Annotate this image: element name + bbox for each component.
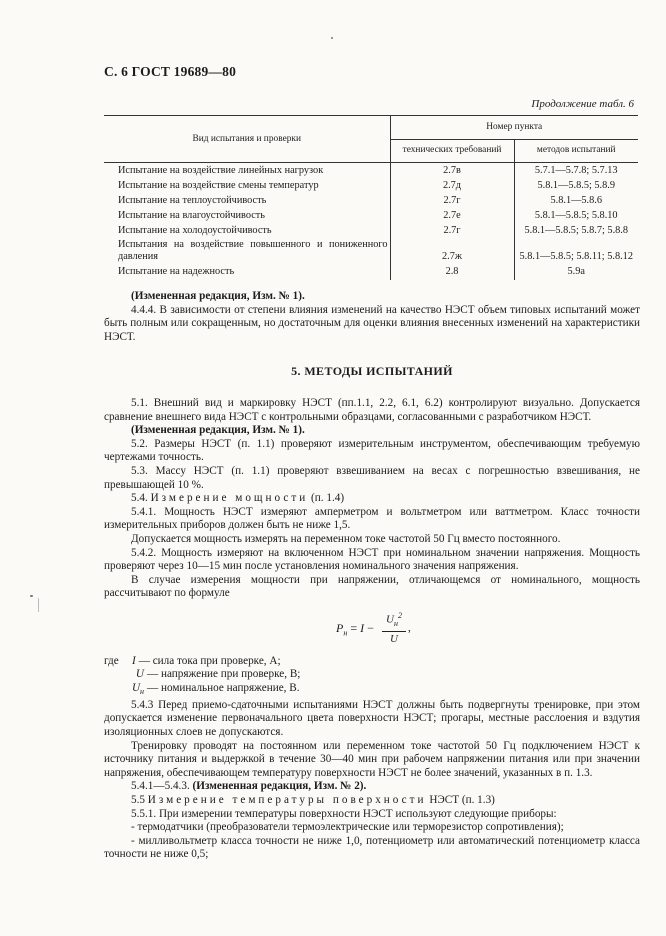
legend-text: — сила тока при проверке, А; <box>138 654 281 667</box>
paragraph-5-4-2-formula-intro: В случае измерения мощности при напряжении, отличающемся от номинального, мощность рассчитывают по формуле <box>104 573 640 600</box>
col-header-tech-req: технических требований <box>390 139 514 163</box>
page-header: С. 6 ГОСТ 19689—80 <box>104 64 237 79</box>
legend-symbol: U <box>135 668 144 681</box>
formula-legend <box>104 655 640 699</box>
paragraph-5-4-1-note: Допускается мощность измерять на переменном токе частотой 50 Гц вместо постоянного. <box>131 532 561 545</box>
list-item: - милливольтметр класса точности не ниже 1,0, потенциометр или автоматический потенциометр класса точности не ниже 0,5; <box>104 834 640 861</box>
revision-note: (Измененная редакция, Изм. № 1). <box>131 424 305 437</box>
test-name: Испытание на надежность <box>118 266 235 277</box>
method-clause: 5.8.1—5.8.6 <box>550 195 602 206</box>
tech-clause: 2.7е <box>390 208 514 223</box>
scan-speck <box>38 598 39 612</box>
test-name: Испытание на холодоустойчивость <box>118 225 272 236</box>
clause-title: Измерение температуры поверхности <box>147 794 427 807</box>
paragraph-4-4-4: 4.4.4. В зависимости от степени влияния изменений на качество НЭСТ объем типовых испытаний может быть полным или сокращенным, но достаточным для оценки влияния внесенных изменений на характеристики НЭСТ. <box>104 303 640 343</box>
tech-clause: 2.7г <box>390 223 514 238</box>
paragraph-5-3: 5.3. Массу НЭСТ (п. 1.1) проверяют взвешиванием на весах с погрешностью взвешивания, не превышающей 10 %. <box>104 464 640 491</box>
test-name: Испытание на влагоустойчивость <box>118 210 266 221</box>
paragraph-5-4-1: 5.4.1. Мощность НЭСТ измеряют амперметром и вольтметром или ваттметром. Класс точности измерительных приборов должен быть не ниже 1,5. <box>104 505 640 532</box>
legend-row <box>104 655 640 669</box>
table-row <box>104 193 638 208</box>
paragraph-5-4-3-training: Тренировку проводят на постоянном или переменном токе частотой 50 Гц подключением НЭСТ к источнику питания и выдержкой в течение 30—40 мин при рабочем напряжении питания или при значении напряжения, обеспечивающем температуру поверхности НЭСТ не более значений, указанных в п. 1.3. <box>104 739 640 779</box>
legend-row <box>104 682 640 699</box>
test-name: Испытания на воздействие повышенного и пониженного давления <box>118 239 388 262</box>
formula-fraction: $U_н^2$ U <box>382 609 406 647</box>
legend-row <box>104 668 640 682</box>
col-header-clause-number: Номер пункта <box>390 116 638 140</box>
clause-ref: (п. 1.4) <box>311 492 345 505</box>
paragraph-5-1: 5.1. Внешний вид и маркировку НЭСТ (пп.1.1, 2.2, 6.1, 6.2) контролируют визуально. Допускается сравнение внешнего вида НЭСТ с контрольными образцами, согласованными с разработчиком НЭСТ. <box>104 396 640 423</box>
tech-clause: 2.8 <box>390 264 514 280</box>
where-label: где <box>104 654 119 667</box>
power-formula: $P_н = I$ − $U_н^2$ U , <box>336 610 411 646</box>
method-clause: 5.7.1—5.7.8; 5.7.13 <box>534 165 618 176</box>
method-clause: 5.8.1—5.8.5; 5.8.10 <box>534 210 618 221</box>
legend-symbol: I <box>131 654 136 667</box>
paragraph-5-5 <box>104 794 640 808</box>
paragraph-5-4-3: 5.4.3 Перед приемо-сдаточными испытаниями НЭСТ должны быть подвергнуты тренировке, при этом допускается изменение первоначального цвета поверхности НЭСТ; прогары, местные расслоения и вздутия изоляционных слоев не допускаются. <box>104 698 640 739</box>
clause-number: 5.4. <box>131 492 148 505</box>
paragraph-5-4-2: 5.4.2. Мощность измеряют на включенном НЭСТ при номинальном значении напряжения. Мощность проверяют через 10—15 мин после установления номинального значения напряжения. <box>104 546 640 573</box>
revision-note-2: 5.4.1—5.4.3. (Измененная редакция, Изм. № 2). <box>131 780 367 793</box>
list-item: - термодатчики (преобразователи термоэлектрические или терморезистор сопротивления); <box>131 821 564 834</box>
revision-note: (Измененная редакция, Изм. № 1). <box>131 290 305 302</box>
method-clause: 5.8.1—5.8.5; 5.8.7; 5.8.8 <box>524 225 629 236</box>
tech-clause: 2.7ж <box>390 238 514 264</box>
table-row <box>104 223 638 238</box>
test-table <box>104 115 638 280</box>
table-continuation-label: Продолжение табл. 6 <box>531 98 634 110</box>
test-name: Испытание на воздействие линейных нагрузок <box>118 165 324 176</box>
table-row <box>104 264 638 280</box>
col-header-test-methods: методов испытаний <box>514 139 638 163</box>
legend-text: — напряжение при проверке, В; <box>147 668 301 681</box>
test-name: Испытание на воздействие смены температур <box>118 180 319 191</box>
body-text <box>104 290 640 862</box>
table-row <box>104 163 638 179</box>
table-row <box>104 178 638 193</box>
clause-ref: НЭСТ (п. 1.3) <box>429 794 495 807</box>
legend-symbol: $U_н$ <box>131 682 144 697</box>
tech-clause: 2.7г <box>390 193 514 208</box>
method-clause: 5.8.1—5.8.5; 5.8.11; 5.8.12 <box>519 251 633 262</box>
method-clause: 5.9а <box>567 266 585 277</box>
test-name: Испытание на теплоустойчивость <box>118 195 267 206</box>
table-row <box>104 208 638 223</box>
paragraph-5-5-1: 5.5.1. При измерении температуры поверхности НЭСТ используют следующие приборы: <box>131 807 557 820</box>
scan-speck <box>30 595 33 597</box>
clause-number: 5.5 <box>131 794 145 807</box>
clause-title: Измерение мощности <box>150 492 309 505</box>
tech-clause: 2.7в <box>390 163 514 179</box>
paragraph-5-2: 5.2. Размеры НЭСТ (п. 1.1) проверяют измерительным инструментом, обеспечивающим требуемую чертежами точность. <box>104 437 640 464</box>
table-row <box>104 238 638 264</box>
tech-clause: 2.7д <box>390 178 514 193</box>
method-clause: 5.8.1—5.8.5; 5.8.9 <box>537 180 615 191</box>
scan-speck <box>331 37 333 39</box>
paragraph-5-4 <box>104 492 640 506</box>
col-header-test-type: Вид испытания и проверки <box>104 116 390 163</box>
legend-text: — номинальное напряжение, В. <box>147 682 300 695</box>
formula-lhs: $P_н = I$ − <box>336 620 374 638</box>
section-title: 5. МЕТОДЫ ИСПЫТАНИЙ <box>291 364 453 379</box>
